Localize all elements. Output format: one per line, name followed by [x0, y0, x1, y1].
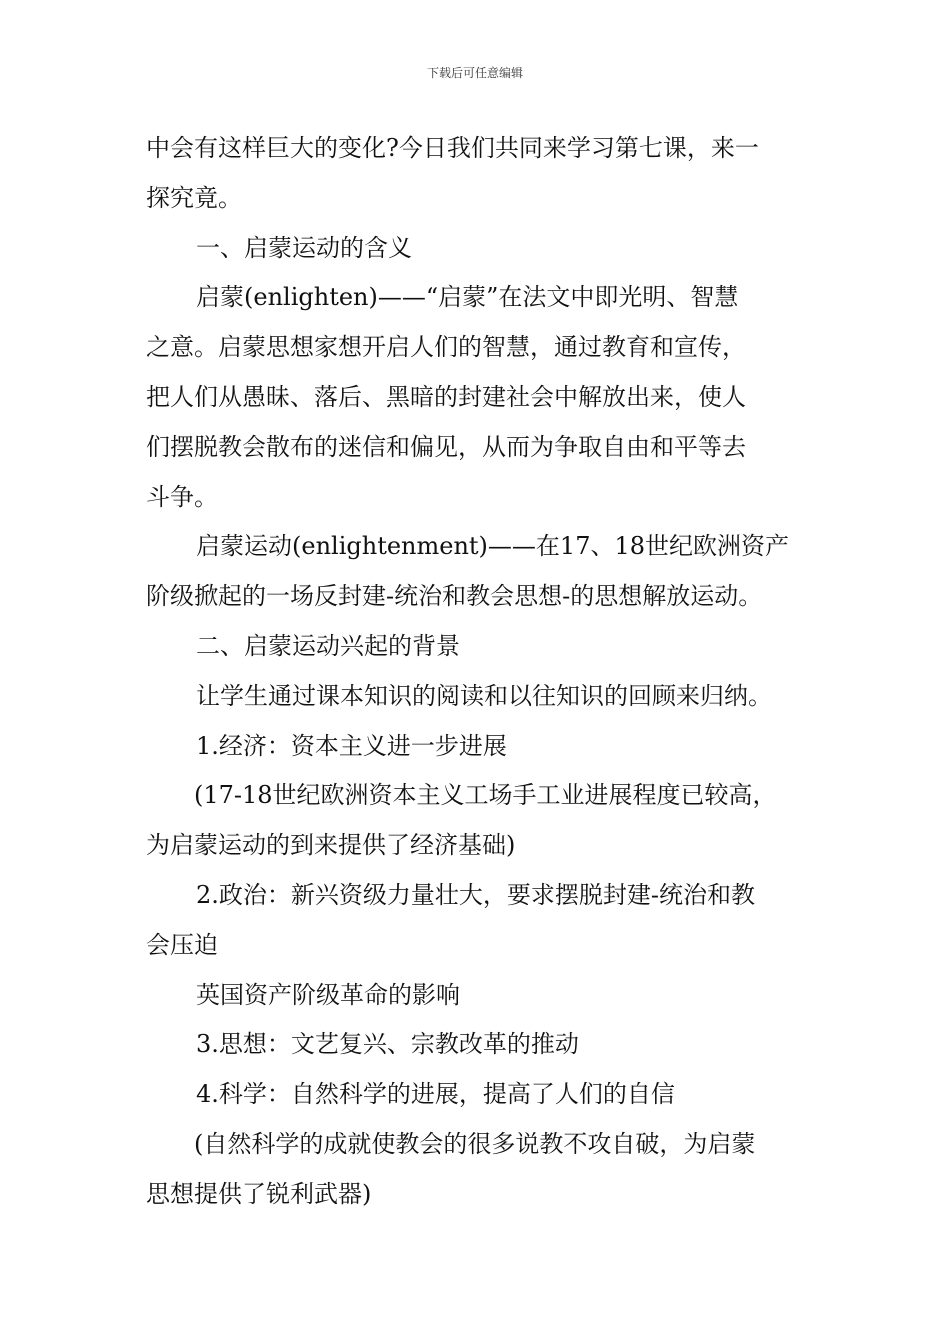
text-line: 为启蒙运动的到来提供了经济基础): [146, 831, 516, 860]
list-item: 4.科学：自然科学的进展，提高了人们的自信: [196, 1080, 675, 1109]
text-line: 们摆脱教会散布的迷信和偏见，从而为争取自由和平等去: [146, 432, 746, 461]
text-line: 探究竟。: [146, 183, 242, 212]
text-line: 启蒙(enlighten)——“启蒙”在法文中即光明、智慧: [196, 283, 739, 312]
text-line: (自然科学的成就使教会的很多说教不攻自破，为启蒙: [194, 1129, 756, 1158]
text-line: 启蒙运动(enlightenment)——在17、18世纪欧洲资产: [196, 532, 790, 561]
document-body: [146, 124, 812, 1220]
text-line: 把人们从愚昧、落后、黑暗的封建社会中解放出来，使人: [146, 382, 746, 411]
text-line: 英国资产阶级革命的影响: [196, 980, 460, 1009]
list-item: 2.政治：新兴资级力量壮大，要求摆脱封建-统治和教: [196, 880, 756, 909]
text-line: 之意。启蒙思想家想开启人们的智慧，通过教育和宣传，: [146, 333, 746, 362]
text-line: 让学生通过课本知识的阅读和以往知识的回顾来归纳。: [196, 681, 772, 710]
text-line: 中会有这样巨大的变化?今日我们共同来学习第七课，来一: [146, 134, 759, 162]
text-line: 阶级掀起的一场反封建-统治和教会思想-的思想解放运动。: [146, 582, 763, 611]
list-item: 3.思想：文艺复兴、宗教改革的推动: [196, 1030, 579, 1059]
text-line: 思想提供了锐利武器): [146, 1179, 372, 1208]
section-heading: 一、启蒙运动的含义: [196, 233, 412, 262]
section-heading: 二、启蒙运动兴起的背景: [196, 631, 460, 660]
page-header: 下载后可任意编辑: [426, 66, 523, 80]
text-line: (17-18世纪欧洲资本主义工场手工业进展程度已较高，: [194, 781, 777, 810]
list-item: 1.经济：资本主义进一步进展: [196, 731, 507, 760]
text-line: 斗争。: [146, 482, 218, 511]
text-line: 会压迫: [146, 930, 218, 959]
